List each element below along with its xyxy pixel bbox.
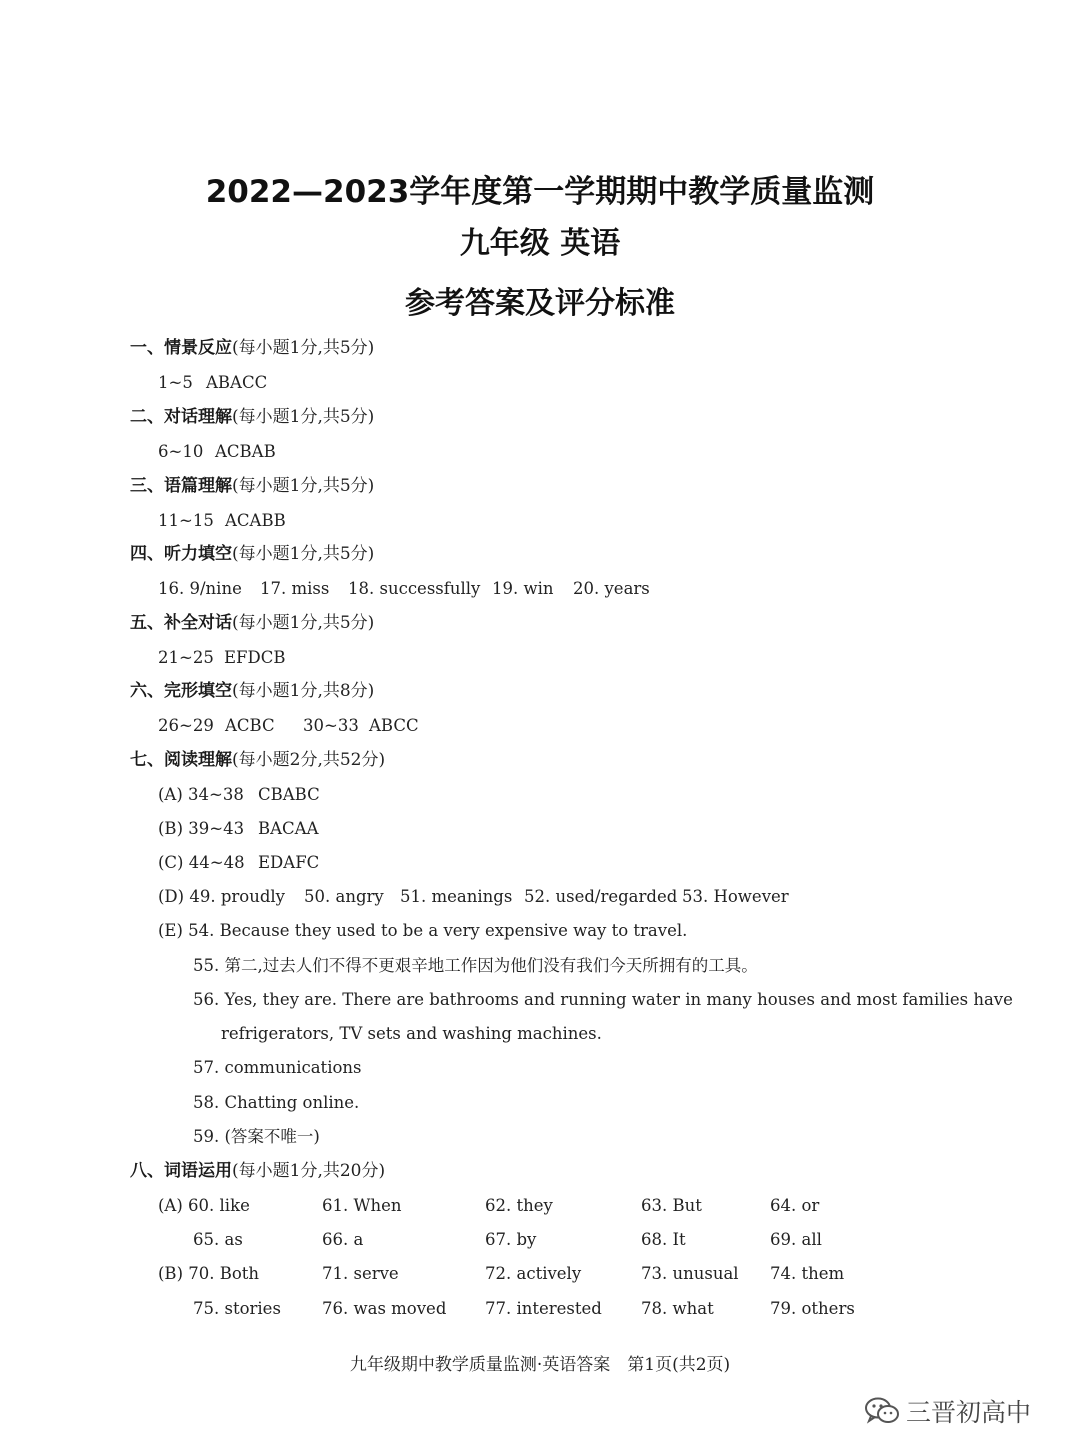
answer-range: (C) 44~48 — [158, 853, 245, 872]
document-heading: 参考答案及评分标准 — [405, 286, 675, 321]
answer-range: 30~33 — [303, 716, 359, 735]
answer-range: (B) 39~43 — [158, 819, 245, 838]
answer-item: 65. as — [193, 1230, 243, 1249]
answer-item: (B) 70. Both — [158, 1264, 260, 1283]
answer-item: 51. meanings — [400, 887, 513, 906]
answer-item: 52. used/regarded — [524, 887, 678, 906]
answer-range: 6~10 — [158, 442, 204, 461]
answer-sentence: 57. communications — [193, 1058, 362, 1077]
answer-item: 16. 9/nine — [158, 579, 242, 598]
answer-item: 17. miss — [260, 579, 330, 598]
answer-item: 18. successfully — [348, 579, 481, 598]
answer-range: 11~15 — [158, 511, 214, 530]
answer-range: 26~29 — [158, 716, 214, 735]
answer-item: 76. was moved — [322, 1299, 447, 1318]
answer-key: ABACC — [206, 373, 268, 392]
answer-sentence: 59. (答案不唯一) — [193, 1127, 320, 1146]
answer-item: 50. angry — [304, 887, 384, 906]
answer-item: (A) 60. like — [158, 1196, 250, 1215]
watermark-text: 三晋初高中 — [906, 1398, 1032, 1427]
answer-item: 69. all — [770, 1230, 822, 1249]
answer-item: 53. However — [682, 887, 789, 906]
answer-item: 72. actively — [485, 1264, 582, 1283]
answer-item: 78. what — [641, 1299, 714, 1318]
answer-item: 75. stories — [193, 1299, 281, 1318]
answer-item: 79. others — [770, 1299, 855, 1318]
answer-item: 67. by — [485, 1230, 537, 1249]
section-heading: 四、听力填空(每小题1分,共5分) — [130, 544, 375, 564]
answer-key: ABCC — [369, 716, 419, 735]
answer-range: 1~5 — [158, 373, 193, 392]
section-heading: 二、对话理解(每小题1分,共5分) — [130, 407, 375, 427]
answer-key: ACABB — [225, 511, 286, 530]
section-heading: 一、情景反应(每小题1分,共5分) — [130, 338, 375, 358]
answer-item: 77. interested — [485, 1299, 602, 1318]
page-footer: 九年级期中教学质量监测·英语答案 第1页(共2页) — [349, 1355, 731, 1375]
answer-item: 62. they — [485, 1196, 553, 1215]
answer-key: CBABC — [258, 785, 320, 804]
answer-sentence: 55. 第二,过去人们不得不更艰辛地工作因为他们没有我们今天所拥有的工具。 — [193, 956, 758, 975]
answer-key: EDAFC — [258, 853, 320, 872]
answer-sentence: refrigerators, TV sets and washing machines. — [221, 1024, 602, 1043]
document-subtitle: 九年级 英语 — [459, 226, 621, 261]
answer-item: 73. unusual — [641, 1264, 739, 1283]
answer-item: 74. them — [770, 1264, 845, 1283]
answer-range: 21~25 — [158, 648, 214, 667]
answer-key: ACBC — [225, 716, 275, 735]
answer-item: 66. a — [322, 1230, 364, 1249]
answer-sentence: 56. Yes, they are. There are bathrooms and running water in many houses and most families have — [193, 990, 1013, 1009]
answer-key: BACAA — [258, 819, 319, 838]
wechat-icon — [864, 1396, 900, 1432]
answer-range: (A) 34~38 — [158, 785, 244, 804]
answer-item: 19. win — [492, 579, 554, 598]
answer-sentence: (E) 54. Because they used to be a very expensive way to travel. — [158, 921, 688, 940]
section-heading: 六、完形填空(每小题1分,共8分) — [130, 681, 375, 701]
answer-item: 61. When — [322, 1196, 402, 1215]
answer-item: 68. It — [641, 1230, 686, 1249]
section-heading: 五、补全对话(每小题1分,共5分) — [130, 613, 375, 633]
watermark — [864, 1393, 1031, 1432]
answer-key: EFDCB — [224, 648, 286, 667]
answer-sentence: 58. Chatting online. — [193, 1093, 360, 1112]
answer-key: ACBAB — [215, 442, 276, 461]
section-heading: 八、词语运用(每小题1分,共20分) — [130, 1161, 386, 1181]
section-heading: 三、语篇理解(每小题1分,共5分) — [130, 476, 375, 496]
answer-item: 63. But — [641, 1196, 702, 1215]
section-heading: 七、阅读理解(每小题2分,共52分) — [130, 750, 386, 770]
answer-item: 64. or — [770, 1196, 820, 1215]
document-title: 2022—2023学年度第一学期期中教学质量监测 — [205, 174, 875, 210]
answer-item: (D) 49. proudly — [158, 887, 286, 906]
answer-item: 71. serve — [322, 1264, 399, 1283]
answer-item: 20. years — [573, 579, 650, 598]
